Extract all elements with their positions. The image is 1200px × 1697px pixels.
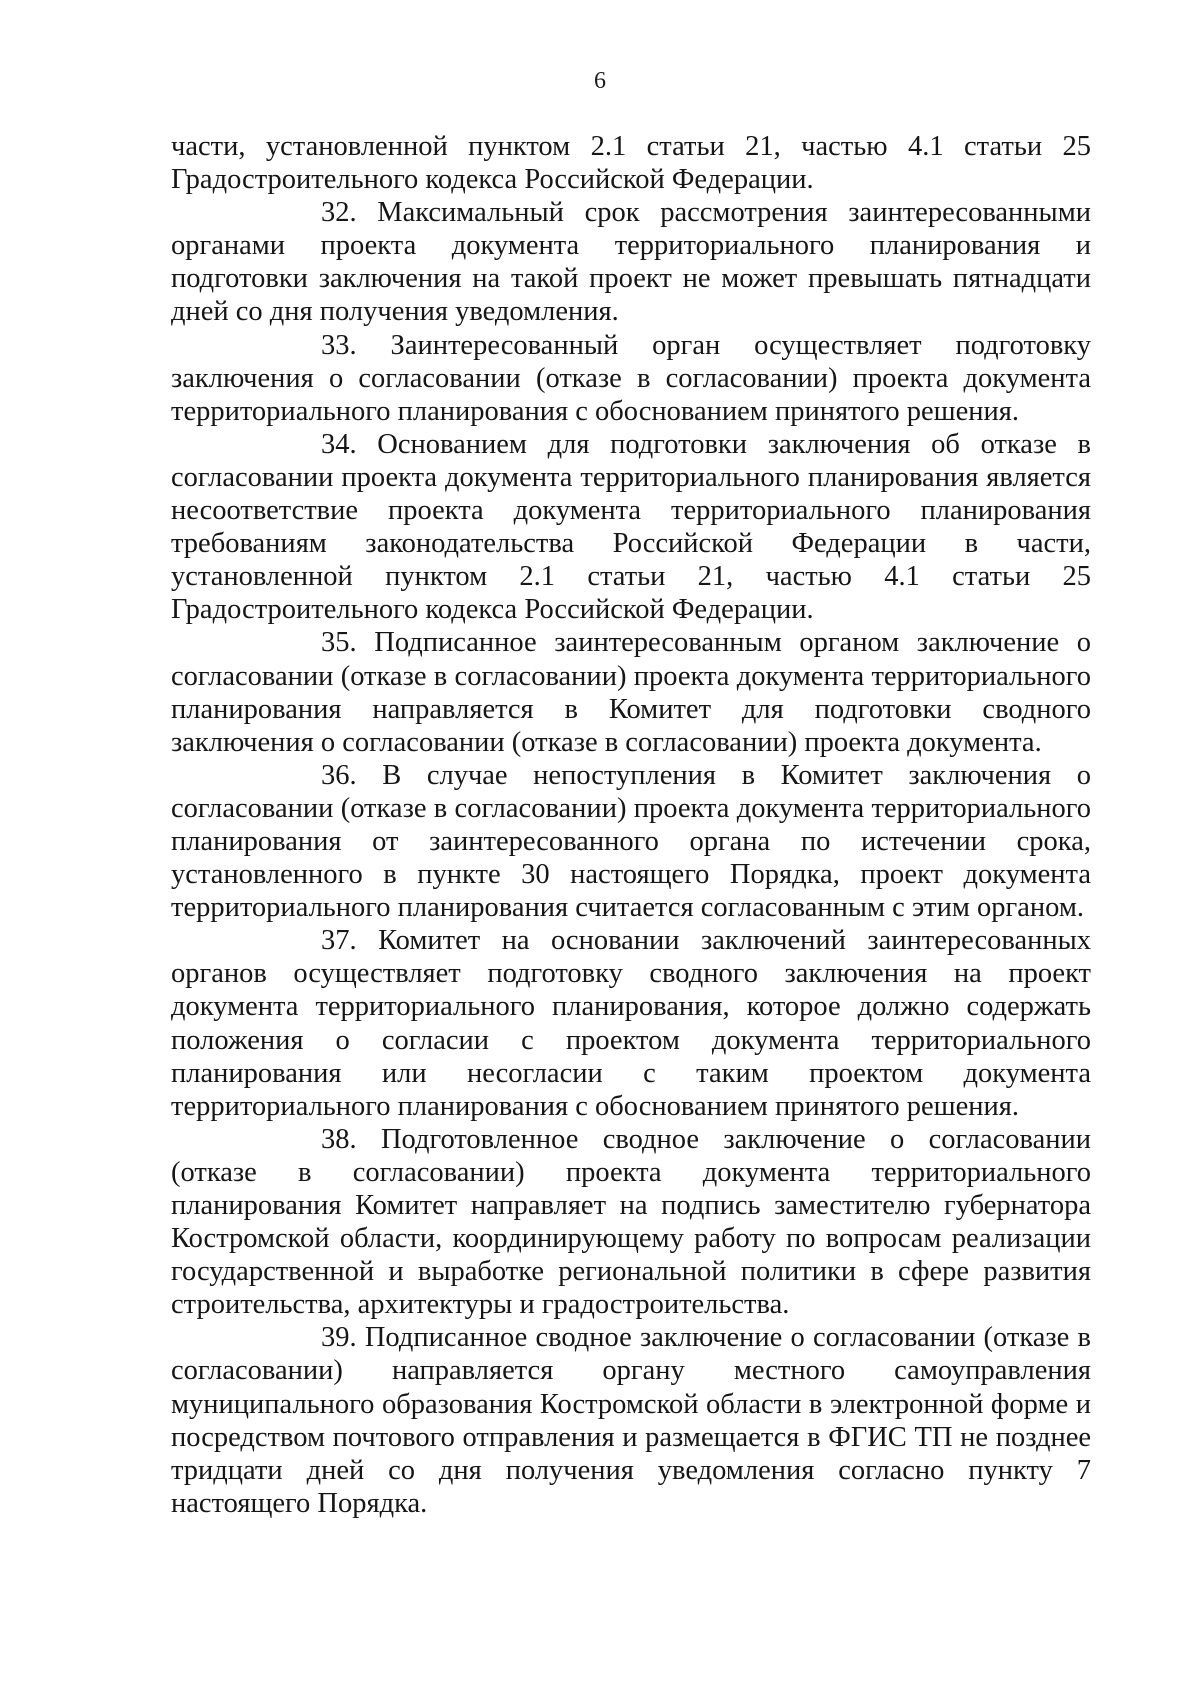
- paragraph-text: Подписанное заинтересованным органом заключение о согласовании (отказе в согласовании) проекта документа территориального планирования направляется в Комитет для подготовки сводного заключения о согласовании (отказе в согласовании) проекта документа.: [171, 627, 1091, 758]
- paragraph-number: 36.: [321, 759, 357, 791]
- paragraph-text: Основанием для подготовки заключения об отказе в согласовании проекта документа территориального планирования является несоответствие проекта документа территориального планирования требованиям законодательства Российской Федерации в части, установленной пунктом 2.1 статьи 21, частью 4.1 статьи 25 Градостроительного кодекса Российской Федерации.: [171, 428, 1091, 626]
- paragraph-number: 38.: [321, 1123, 357, 1155]
- paragraph-continuation: [171, 130, 1091, 196]
- paragraph-number: 37.: [321, 925, 357, 957]
- paragraph-36: [171, 759, 1091, 924]
- paragraph-number: 32.: [321, 197, 357, 229]
- paragraph-39: [171, 1321, 1091, 1520]
- paragraph-text: Подготовленное сводное заключение о согласовании (отказе в согласовании) проекта документа территориального планирования Комитет направляет на подпись заместителю губернатора Костромской области, координирующему работу по вопросам реализации государственной и выработке региональной политики в сфере развития строительства, архитектуры и градостроительства.: [171, 1123, 1092, 1321]
- paragraph-number: 35.: [321, 627, 357, 659]
- paragraph-number: 39.: [321, 1322, 357, 1354]
- paragraph-text: Подписанное сводное заключение о согласовании (отказе в согласовании) направляется органу местного самоуправления муниципального образования Костромской области в электронной форме и посредством почтового отправления и размещается в ФГИС ТП не позднее тридцати дней со дня получения уведомления согласно пункту 7 настоящего Порядка.: [171, 1322, 1091, 1519]
- paragraph-text: Заинтересованный орган осуществляет подготовку заключения о согласовании (отказе в согласовании) проекта документа территориального планирования с обоснованием принятого решения.: [171, 329, 1091, 427]
- paragraph-34: [171, 428, 1091, 627]
- paragraph-38: [171, 1123, 1091, 1322]
- paragraph-text: части, установленной пунктом 2.1 статьи 21, частью 4.1 статьи 25 Градостроительного кодекса Российской Федерации.: [171, 131, 1091, 196]
- paragraph-37: [171, 924, 1091, 1123]
- paragraph-text: В случае непоступления в Комитет заключения о согласовании (отказе в согласовании) проекта документа территориального планирования от заинтересованного органа по истечении срока, установленного в пункте 30 настоящего Порядка, проект документа территориального планирования считается согласованным с этим органом.: [171, 759, 1091, 924]
- paragraph-text: Комитет на основании заключений заинтересованных органов осуществляет подготовку сводного заключения на проект документа территориального планирования, которое должно содержать положения о согласии с проектом документа территориального планирования или несогласии с таким проектом документа территориального планирования с обоснованием принятого решения.: [171, 925, 1091, 1122]
- paragraph-32: [171, 196, 1091, 328]
- page-number: 6: [594, 68, 606, 94]
- paragraph-number: 34.: [321, 428, 357, 460]
- paragraph-35: [171, 626, 1091, 758]
- paragraph-number: 33.: [321, 329, 357, 361]
- document-body: [171, 130, 1091, 1520]
- paragraph-text: Максимальный срок рассмотрения заинтересованными органами проекта документа территориального планирования и подготовки заключения на такой проект не может превышать пятнадцати дней со дня получения уведомления.: [171, 197, 1091, 328]
- paragraph-33: [171, 329, 1091, 428]
